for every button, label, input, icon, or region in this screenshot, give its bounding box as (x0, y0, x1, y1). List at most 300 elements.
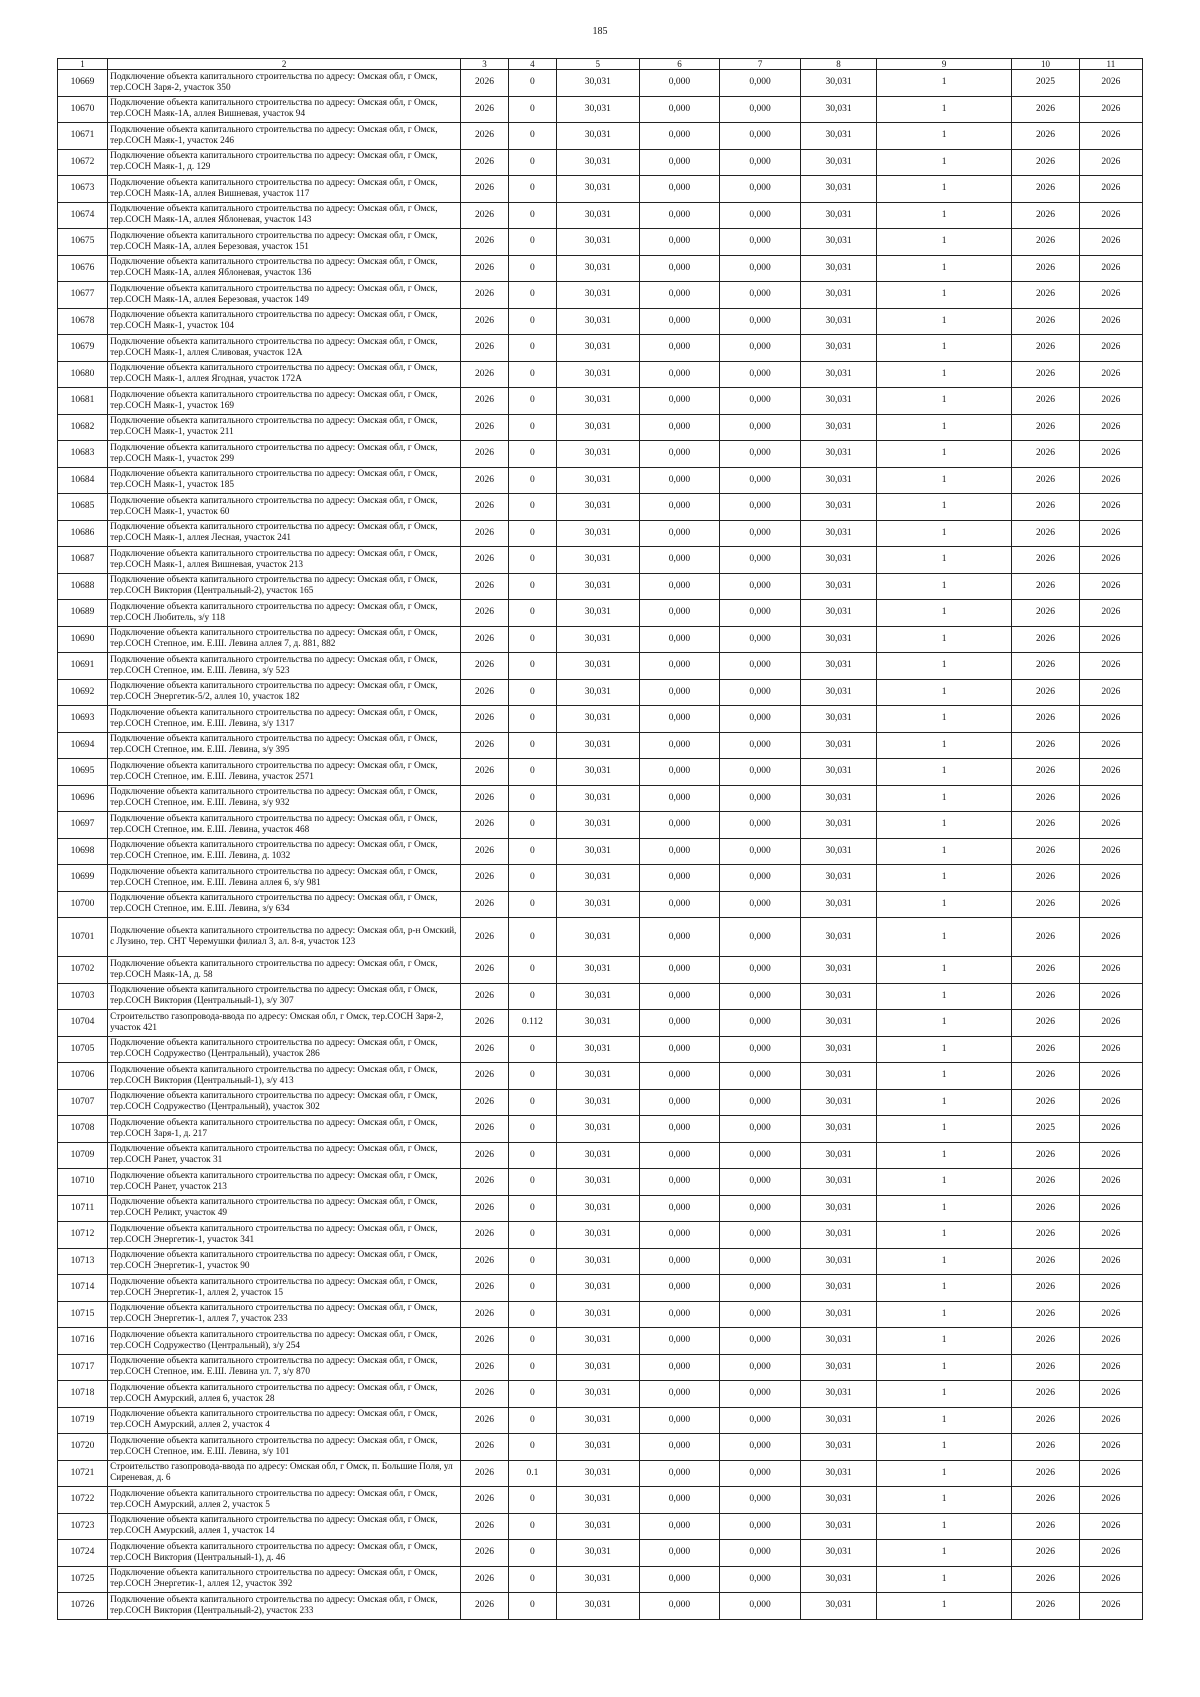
row-number-cell: 10692 (58, 679, 108, 706)
table-row (58, 600, 1143, 627)
col-5-cell: 30,031 (556, 1248, 639, 1275)
col-3-cell: 2026 (461, 706, 509, 733)
col-9-cell: 1 (877, 441, 1012, 468)
row-number-cell: 10677 (58, 282, 108, 309)
col-3-cell: 2026 (461, 255, 509, 282)
table-row (58, 865, 1143, 892)
col-8-cell: 30,031 (800, 1540, 876, 1567)
col-10-cell: 2026 (1012, 891, 1080, 918)
col-10-cell: 2026 (1012, 441, 1080, 468)
col-4-cell: 0 (508, 653, 556, 680)
col-3-cell: 2026 (461, 1010, 509, 1037)
col-10-cell: 2026 (1012, 1063, 1080, 1090)
col-11-cell: 2026 (1079, 282, 1142, 309)
object-description-cell: Подключение объекта капитального строительства по адресу: Омская обл, г Омск, тер.СОСН Маяк-1, аллея Ягодная, участок 172А (108, 361, 461, 388)
col-4-cell: 0 (508, 1089, 556, 1116)
col-3-cell: 2026 (461, 626, 509, 653)
col-10-cell: 2026 (1012, 308, 1080, 335)
row-number-cell: 10712 (58, 1222, 108, 1249)
col-3-cell: 2026 (461, 573, 509, 600)
col-3-cell: 2026 (461, 1222, 509, 1249)
row-number-cell: 10721 (58, 1460, 108, 1487)
table-row (58, 1063, 1143, 1090)
table-row (58, 1381, 1143, 1408)
object-description-cell: Подключение объекта капитального строительства по адресу: Омская обл, г Омск, тер.СОСН Степное, им. Е.Ш. Левина ул. 7, з/у 870 (108, 1354, 461, 1381)
object-description-cell: Подключение объекта капитального строительства по адресу: Омская обл, г Омск, тер.СОСН Энергетик-1, аллея 7, участок 233 (108, 1301, 461, 1328)
col-4-cell: 0 (508, 785, 556, 812)
col-9-cell: 1 (877, 1487, 1012, 1514)
col-8-cell: 30,031 (800, 255, 876, 282)
col-11-cell: 2026 (1079, 335, 1142, 362)
col-10-cell: 2026 (1012, 732, 1080, 759)
object-description-cell: Подключение объекта капитального строительства по адресу: Омская обл, г Омск, тер.СОСН Степное, им. Е.Ш. Левина, з/у 634 (108, 891, 461, 918)
row-number-cell: 10716 (58, 1328, 108, 1355)
col-10-cell: 2026 (1012, 759, 1080, 786)
col-3-cell: 2026 (461, 1593, 509, 1620)
table-row (58, 202, 1143, 229)
col-6-cell: 0,000 (639, 176, 720, 203)
row-number-cell: 10697 (58, 812, 108, 839)
col-10-cell: 2026 (1012, 1487, 1080, 1514)
col-11-cell: 2026 (1079, 1566, 1142, 1593)
col-9-cell: 1 (877, 1354, 1012, 1381)
table-row (58, 1354, 1143, 1381)
object-description-cell: Подключение объекта капитального строительства по адресу: Омская обл, г Омск, тер.СОСН Маяк-1, участок 211 (108, 414, 461, 441)
object-description-cell: Подключение объекта капитального строительства по адресу: Омская обл, г Омск, тер.СОСН Степное, им. Е.Ш. Левина аллея 6, з/у 981 (108, 865, 461, 892)
col-4-cell: 0 (508, 494, 556, 521)
col-10-cell: 2026 (1012, 1195, 1080, 1222)
row-number-cell: 10669 (58, 70, 108, 97)
col-8-cell: 30,031 (800, 891, 876, 918)
col-9-cell: 1 (877, 1116, 1012, 1143)
col-10-cell: 2026 (1012, 1275, 1080, 1302)
col-8-cell: 30,031 (800, 1566, 876, 1593)
table-row (58, 1301, 1143, 1328)
col-7-cell: 0,000 (720, 70, 801, 97)
object-description-cell: Подключение объекта капитального строительства по адресу: Омская обл, г Омск, тер.СОСН Маяк-1А, аллея Березовая, участок 149 (108, 282, 461, 309)
table-row (58, 1434, 1143, 1461)
col-5-cell: 30,031 (556, 361, 639, 388)
row-number-cell: 10710 (58, 1169, 108, 1196)
col-4-cell: 0 (508, 983, 556, 1010)
column-number-10: 10 (1012, 59, 1080, 70)
row-number-cell: 10686 (58, 520, 108, 547)
col-4-cell: 0 (508, 70, 556, 97)
col-4-cell: 0 (508, 255, 556, 282)
row-number-cell: 10675 (58, 229, 108, 256)
col-6-cell: 0,000 (639, 361, 720, 388)
row-number-cell: 10709 (58, 1142, 108, 1169)
col-5-cell: 30,031 (556, 1434, 639, 1461)
col-10-cell: 2026 (1012, 361, 1080, 388)
col-4-cell: 0 (508, 1195, 556, 1222)
col-4-cell: 0 (508, 335, 556, 362)
col-10-cell: 2026 (1012, 335, 1080, 362)
col-10-cell: 2026 (1012, 467, 1080, 494)
col-4-cell: 0 (508, 96, 556, 123)
col-5-cell: 30,031 (556, 123, 639, 150)
object-description-cell: Строительство газопровода-ввода по адресу: Омская обл, г Омск, п. Большие Поля, ул Сиреневая, д. 6 (108, 1460, 461, 1487)
table-row (58, 96, 1143, 123)
col-10-cell: 2026 (1012, 96, 1080, 123)
col-7-cell: 0,000 (720, 1248, 801, 1275)
col-6-cell: 0,000 (639, 1407, 720, 1434)
col-9-cell: 1 (877, 785, 1012, 812)
col-6-cell: 0,000 (639, 1089, 720, 1116)
col-3-cell: 2026 (461, 70, 509, 97)
col-7-cell: 0,000 (720, 785, 801, 812)
row-number-cell: 10705 (58, 1036, 108, 1063)
row-number-cell: 10689 (58, 600, 108, 627)
col-6-cell: 0,000 (639, 1248, 720, 1275)
col-9-cell: 1 (877, 1328, 1012, 1355)
row-number-cell: 10722 (58, 1487, 108, 1514)
col-8-cell: 30,031 (800, 1328, 876, 1355)
col-9-cell: 1 (877, 547, 1012, 574)
col-4-cell: 0 (508, 838, 556, 865)
col-10-cell: 2026 (1012, 494, 1080, 521)
col-11-cell: 2026 (1079, 983, 1142, 1010)
col-3-cell: 2026 (461, 983, 509, 1010)
col-8-cell: 30,031 (800, 983, 876, 1010)
col-7-cell: 0,000 (720, 123, 801, 150)
table-row (58, 335, 1143, 362)
col-11-cell: 2026 (1079, 865, 1142, 892)
col-10-cell: 2026 (1012, 1381, 1080, 1408)
col-7-cell: 0,000 (720, 520, 801, 547)
col-5-cell: 30,031 (556, 600, 639, 627)
table-row (58, 1116, 1143, 1143)
col-10-cell: 2026 (1012, 1142, 1080, 1169)
col-10-cell: 2026 (1012, 1460, 1080, 1487)
col-8-cell: 30,031 (800, 441, 876, 468)
col-10-cell: 2026 (1012, 812, 1080, 839)
col-6-cell: 0,000 (639, 1328, 720, 1355)
col-11-cell: 2026 (1079, 679, 1142, 706)
table-row (58, 1487, 1143, 1514)
col-4-cell: 0 (508, 1275, 556, 1302)
col-6-cell: 0,000 (639, 983, 720, 1010)
col-11-cell: 2026 (1079, 706, 1142, 733)
col-3-cell: 2026 (461, 96, 509, 123)
col-9-cell: 1 (877, 70, 1012, 97)
col-11-cell: 2026 (1079, 1142, 1142, 1169)
col-5-cell: 30,031 (556, 96, 639, 123)
col-5-cell: 30,031 (556, 1513, 639, 1540)
col-9-cell: 1 (877, 414, 1012, 441)
col-8-cell: 30,031 (800, 865, 876, 892)
object-description-cell: Подключение объекта капитального строительства по адресу: Омская обл, г Омск, тер.СОСН Реликт, участок 49 (108, 1195, 461, 1222)
col-11-cell: 2026 (1079, 441, 1142, 468)
row-number-cell: 10681 (58, 388, 108, 415)
col-5-cell: 30,031 (556, 1222, 639, 1249)
col-10-cell: 2026 (1012, 1566, 1080, 1593)
col-11-cell: 2026 (1079, 918, 1142, 957)
col-3-cell: 2026 (461, 600, 509, 627)
col-8-cell: 30,031 (800, 467, 876, 494)
col-8-cell: 30,031 (800, 494, 876, 521)
col-9-cell: 1 (877, 308, 1012, 335)
table-row (58, 706, 1143, 733)
col-5-cell: 30,031 (556, 70, 639, 97)
column-number-11: 11 (1079, 59, 1142, 70)
col-3-cell: 2026 (461, 1540, 509, 1567)
col-11-cell: 2026 (1079, 957, 1142, 984)
col-8-cell: 30,031 (800, 1169, 876, 1196)
col-8-cell: 30,031 (800, 1010, 876, 1037)
col-8-cell: 30,031 (800, 70, 876, 97)
row-number-cell: 10678 (58, 308, 108, 335)
col-11-cell: 2026 (1079, 1301, 1142, 1328)
object-description-cell: Подключение объекта капитального строительства по адресу: Омская обл, г Омск, тер.СОСН Степное, им. Е.Ш. Левина, з/у 932 (108, 785, 461, 812)
col-7-cell: 0,000 (720, 441, 801, 468)
col-11-cell: 2026 (1079, 149, 1142, 176)
col-7-cell: 0,000 (720, 1142, 801, 1169)
col-9-cell: 1 (877, 1301, 1012, 1328)
col-6-cell: 0,000 (639, 1434, 720, 1461)
col-4-cell: 0 (508, 467, 556, 494)
col-5-cell: 30,031 (556, 1540, 639, 1567)
col-3-cell: 2026 (461, 414, 509, 441)
col-8-cell: 30,031 (800, 335, 876, 362)
table-row (58, 467, 1143, 494)
table-row (58, 1328, 1143, 1355)
row-number-cell: 10717 (58, 1354, 108, 1381)
col-7-cell: 0,000 (720, 361, 801, 388)
col-9-cell: 1 (877, 1275, 1012, 1302)
col-7-cell: 0,000 (720, 865, 801, 892)
col-11-cell: 2026 (1079, 1275, 1142, 1302)
col-4-cell: 0.112 (508, 1010, 556, 1037)
col-7-cell: 0,000 (720, 202, 801, 229)
col-7-cell: 0,000 (720, 812, 801, 839)
col-6-cell: 0,000 (639, 573, 720, 600)
col-6-cell: 0,000 (639, 1036, 720, 1063)
row-number-cell: 10687 (58, 547, 108, 574)
object-description-cell: Подключение объекта капитального строительства по адресу: Омская обл, г Омск, тер.СОСН Степное, им. Е.Ш. Левина, з/у 1317 (108, 706, 461, 733)
table-row (58, 123, 1143, 150)
col-3-cell: 2026 (461, 1566, 509, 1593)
col-10-cell: 2026 (1012, 1513, 1080, 1540)
col-5-cell: 30,031 (556, 441, 639, 468)
col-3-cell: 2026 (461, 361, 509, 388)
object-description-cell: Подключение объекта капитального строительства по адресу: Омская обл, г Омск, тер.СОСН Энергетик-1, аллея 2, участок 15 (108, 1275, 461, 1302)
col-11-cell: 2026 (1079, 600, 1142, 627)
col-10-cell: 2026 (1012, 202, 1080, 229)
row-number-cell: 10715 (58, 1301, 108, 1328)
col-4-cell: 0 (508, 865, 556, 892)
col-4-cell: 0 (508, 282, 556, 309)
col-10-cell: 2026 (1012, 865, 1080, 892)
col-4-cell: 0 (508, 918, 556, 957)
col-8-cell: 30,031 (800, 96, 876, 123)
col-5-cell: 30,031 (556, 1010, 639, 1037)
col-4-cell: 0 (508, 1063, 556, 1090)
object-description-cell: Подключение объекта капитального строительства по адресу: Омская обл, г Омск, тер.СОСН Содружество (Центральный), участок 302 (108, 1089, 461, 1116)
col-6-cell: 0,000 (639, 1566, 720, 1593)
col-7-cell: 0,000 (720, 229, 801, 256)
col-5-cell: 30,031 (556, 202, 639, 229)
col-4-cell: 0 (508, 891, 556, 918)
table-row (58, 573, 1143, 600)
col-11-cell: 2026 (1079, 1222, 1142, 1249)
col-6-cell: 0,000 (639, 759, 720, 786)
col-5-cell: 30,031 (556, 891, 639, 918)
col-10-cell: 2026 (1012, 957, 1080, 984)
col-6-cell: 0,000 (639, 282, 720, 309)
col-7-cell: 0,000 (720, 759, 801, 786)
col-4-cell: 0 (508, 812, 556, 839)
col-7-cell: 0,000 (720, 1301, 801, 1328)
col-3-cell: 2026 (461, 1089, 509, 1116)
col-9-cell: 1 (877, 202, 1012, 229)
col-9-cell: 1 (877, 1063, 1012, 1090)
col-6-cell: 0,000 (639, 1063, 720, 1090)
row-number-cell: 10693 (58, 706, 108, 733)
column-number-1: 1 (58, 59, 108, 70)
col-6-cell: 0,000 (639, 414, 720, 441)
col-8-cell: 30,031 (800, 229, 876, 256)
col-11-cell: 2026 (1079, 176, 1142, 203)
col-4-cell: 0 (508, 1487, 556, 1514)
row-number-cell: 10719 (58, 1407, 108, 1434)
col-7-cell: 0,000 (720, 1566, 801, 1593)
col-7-cell: 0,000 (720, 918, 801, 957)
object-description-cell: Подключение объекта капитального строительства по адресу: Омская обл, г Омск, тер.СОСН Маяк-1А, аллея Березовая, участок 151 (108, 229, 461, 256)
col-8-cell: 30,031 (800, 1381, 876, 1408)
col-3-cell: 2026 (461, 1116, 509, 1143)
col-9-cell: 1 (877, 1381, 1012, 1408)
col-6-cell: 0,000 (639, 1593, 720, 1620)
col-9-cell: 1 (877, 600, 1012, 627)
col-9-cell: 1 (877, 1460, 1012, 1487)
col-7-cell: 0,000 (720, 414, 801, 441)
col-7-cell: 0,000 (720, 1460, 801, 1487)
table-row (58, 494, 1143, 521)
col-5-cell: 30,031 (556, 335, 639, 362)
col-6-cell: 0,000 (639, 96, 720, 123)
col-10-cell: 2026 (1012, 626, 1080, 653)
col-11-cell: 2026 (1079, 1487, 1142, 1514)
col-5-cell: 30,031 (556, 759, 639, 786)
col-9-cell: 1 (877, 1513, 1012, 1540)
col-7-cell: 0,000 (720, 1116, 801, 1143)
col-11-cell: 2026 (1079, 812, 1142, 839)
col-7-cell: 0,000 (720, 732, 801, 759)
col-8-cell: 30,031 (800, 600, 876, 627)
object-description-cell: Подключение объекта капитального строительства по адресу: Омская обл, г Омск, тер.СОСН Маяк-1, участок 104 (108, 308, 461, 335)
col-7-cell: 0,000 (720, 1010, 801, 1037)
col-3-cell: 2026 (461, 891, 509, 918)
object-description-cell: Подключение объекта капитального строительства по адресу: Омская обл, г Омск, тер.СОСН Маяк-1А, аллея Яблоневая, участок 143 (108, 202, 461, 229)
row-number-cell: 10726 (58, 1593, 108, 1620)
col-11-cell: 2026 (1079, 653, 1142, 680)
col-10-cell: 2026 (1012, 838, 1080, 865)
col-8-cell: 30,031 (800, 812, 876, 839)
col-11-cell: 2026 (1079, 1540, 1142, 1567)
col-11-cell: 2026 (1079, 1036, 1142, 1063)
col-11-cell: 2026 (1079, 70, 1142, 97)
col-7-cell: 0,000 (720, 1089, 801, 1116)
col-8-cell: 30,031 (800, 149, 876, 176)
table-row (58, 759, 1143, 786)
col-6-cell: 0,000 (639, 918, 720, 957)
table-row (58, 1540, 1143, 1567)
col-4-cell: 0 (508, 1434, 556, 1461)
col-10-cell: 2026 (1012, 653, 1080, 680)
col-8-cell: 30,031 (800, 706, 876, 733)
col-7-cell: 0,000 (720, 547, 801, 574)
col-11-cell: 2026 (1079, 1460, 1142, 1487)
col-7-cell: 0,000 (720, 1195, 801, 1222)
col-9-cell: 1 (877, 1142, 1012, 1169)
col-9-cell: 1 (877, 1222, 1012, 1249)
col-7-cell: 0,000 (720, 600, 801, 627)
col-11-cell: 2026 (1079, 1169, 1142, 1196)
object-description-cell: Подключение объекта капитального строительства по адресу: Омская обл, г Омск, тер.СОСН Маяк-1, аллея Вишневая, участок 213 (108, 547, 461, 574)
col-4-cell: 0 (508, 679, 556, 706)
col-5-cell: 30,031 (556, 547, 639, 574)
col-11-cell: 2026 (1079, 1010, 1142, 1037)
col-8-cell: 30,031 (800, 1195, 876, 1222)
row-number-cell: 10688 (58, 573, 108, 600)
col-8-cell: 30,031 (800, 176, 876, 203)
object-description-cell: Подключение объекта капитального строительства по адресу: Омская обл, г Омск, тер.СОСН Амурский, аллея 1, участок 14 (108, 1513, 461, 1540)
col-10-cell: 2026 (1012, 679, 1080, 706)
col-11-cell: 2026 (1079, 1381, 1142, 1408)
col-8-cell: 30,031 (800, 1301, 876, 1328)
col-5-cell: 30,031 (556, 467, 639, 494)
object-description-cell: Подключение объекта капитального строительства по адресу: Омская обл, г Омск, тер.СОСН Энергетик-5/2, аллея 10, участок 182 (108, 679, 461, 706)
col-3-cell: 2026 (461, 282, 509, 309)
col-11-cell: 2026 (1079, 547, 1142, 574)
col-10-cell: 2026 (1012, 600, 1080, 627)
col-7-cell: 0,000 (720, 573, 801, 600)
col-10-cell: 2026 (1012, 1407, 1080, 1434)
col-11-cell: 2026 (1079, 414, 1142, 441)
col-5-cell: 30,031 (556, 1354, 639, 1381)
col-8-cell: 30,031 (800, 1434, 876, 1461)
col-7-cell: 0,000 (720, 255, 801, 282)
col-7-cell: 0,000 (720, 494, 801, 521)
col-5-cell: 30,031 (556, 679, 639, 706)
row-number-cell: 10671 (58, 123, 108, 150)
col-7-cell: 0,000 (720, 149, 801, 176)
col-7-cell: 0,000 (720, 467, 801, 494)
col-8-cell: 30,031 (800, 361, 876, 388)
col-4-cell: 0 (508, 308, 556, 335)
col-8-cell: 30,031 (800, 308, 876, 335)
col-9-cell: 1 (877, 679, 1012, 706)
col-3-cell: 2026 (461, 547, 509, 574)
object-description-cell: Подключение объекта капитального строительства по адресу: Омская обл, г Омск, тер.СОСН Виктория (Центральный-2), участок 233 (108, 1593, 461, 1620)
col-4-cell: 0 (508, 229, 556, 256)
col-6-cell: 0,000 (639, 865, 720, 892)
col-5-cell: 30,031 (556, 653, 639, 680)
col-10-cell: 2026 (1012, 547, 1080, 574)
table-row (58, 361, 1143, 388)
col-10-cell: 2026 (1012, 176, 1080, 203)
col-10-cell: 2026 (1012, 1354, 1080, 1381)
column-number-4: 4 (508, 59, 556, 70)
col-9-cell: 1 (877, 1566, 1012, 1593)
object-description-cell: Подключение объекта капитального строительства по адресу: Омская обл, г Омск, тер.СОСН Маяк-1, аллея Лесная, участок 241 (108, 520, 461, 547)
col-8-cell: 30,031 (800, 759, 876, 786)
row-number-cell: 10690 (58, 626, 108, 653)
col-10-cell: 2026 (1012, 785, 1080, 812)
table-row (58, 414, 1143, 441)
col-10-cell: 2026 (1012, 573, 1080, 600)
